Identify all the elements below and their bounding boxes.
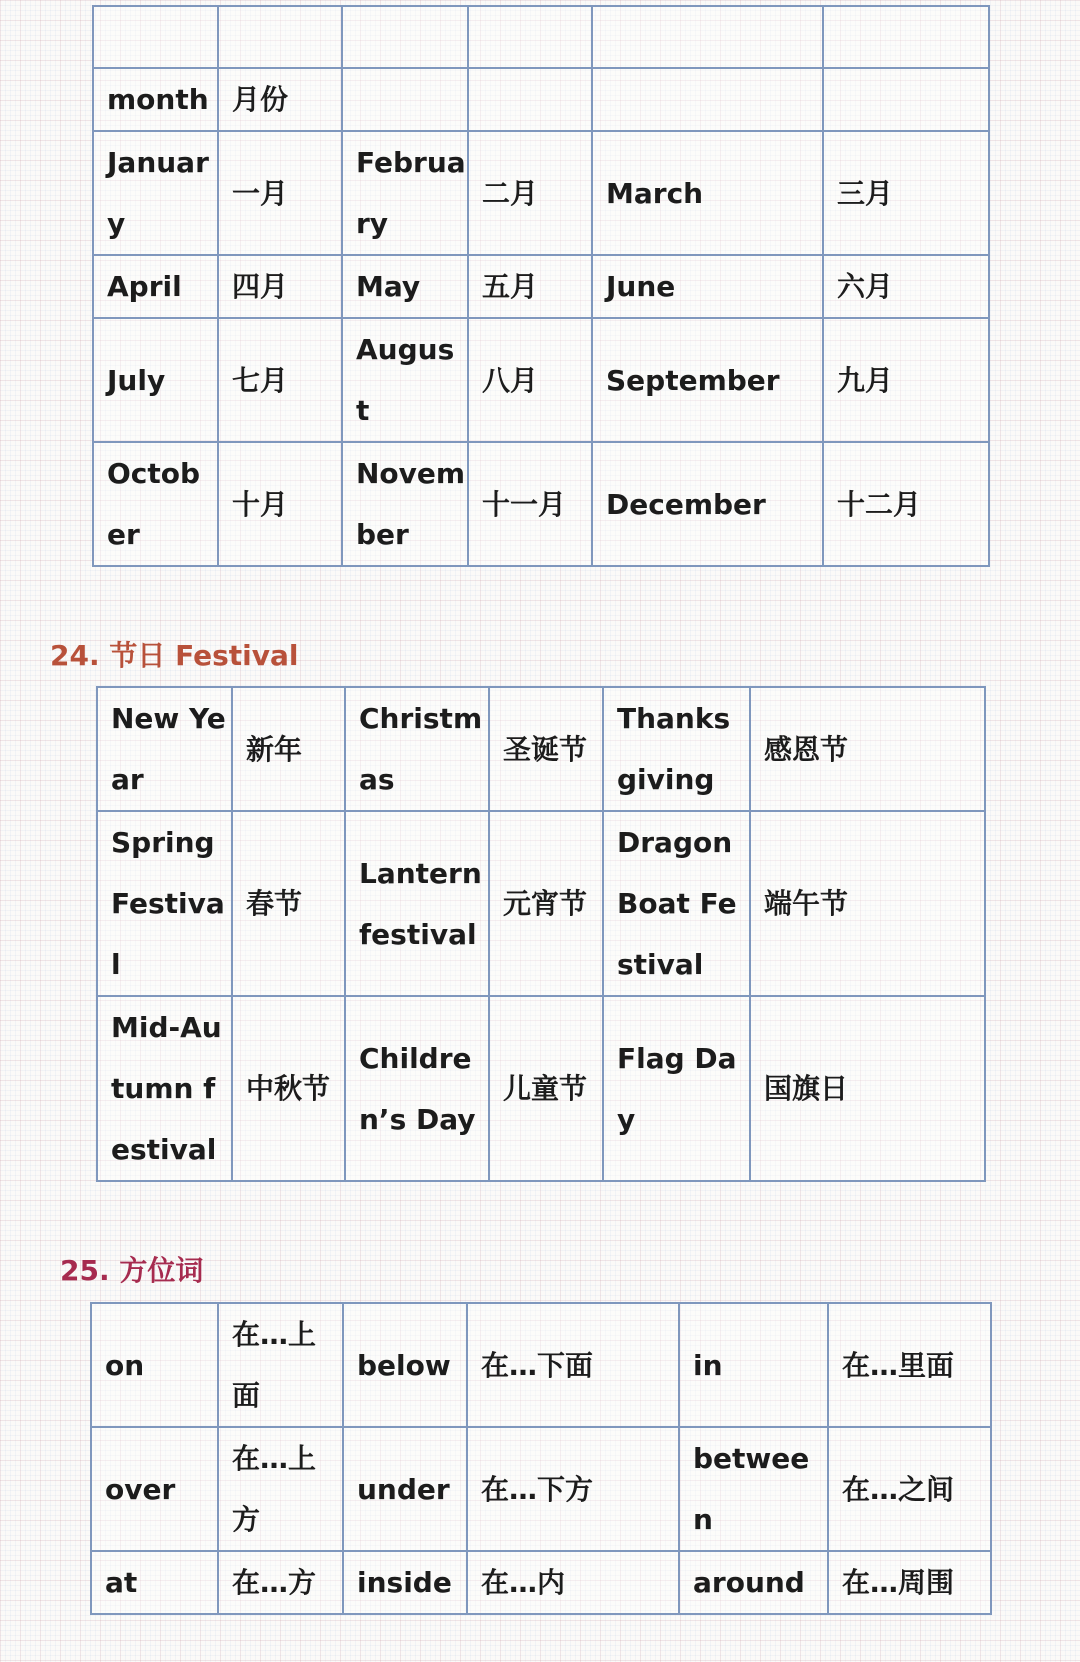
table-cell: Mid-Autumn festival (97, 996, 232, 1181)
table-cell: 四月 (218, 255, 342, 318)
table-cell: April (93, 255, 218, 318)
table-cell: Flag Day (603, 996, 750, 1181)
table-cell: 在…之间 (828, 1427, 991, 1551)
table-cell: 在…下面 (467, 1303, 679, 1427)
table-cell: Dragon Boat Festival (603, 811, 750, 996)
table-cell (823, 68, 989, 131)
table-cell: 中秋节 (232, 996, 345, 1181)
table-cell: 十月 (218, 442, 342, 566)
section-heading-festival: 24. 节日 Festival (50, 639, 299, 672)
table-cell: New Year (97, 687, 232, 811)
table-cell: 六月 (823, 255, 989, 318)
table-cell (468, 6, 592, 68)
table-cell: 在…上方 (218, 1427, 343, 1551)
table-cell: 三月 (823, 131, 989, 255)
table-cell (592, 68, 823, 131)
table-cell: Thanksgiving (603, 687, 750, 811)
section-heading-prepositions: 25. 方位词 (60, 1254, 204, 1287)
table-row (97, 687, 985, 811)
table-cell: 在…下方 (467, 1427, 679, 1551)
table-cell: December (592, 442, 823, 566)
table-cell: 七月 (218, 318, 342, 442)
table-cell: 儿童节 (489, 996, 603, 1181)
table-cell: Spring Festival (97, 811, 232, 996)
table-cell (218, 6, 342, 68)
table-cell (342, 68, 468, 131)
table-cell: January (93, 131, 218, 255)
table-cell: 二月 (468, 131, 592, 255)
table-cell: Christmas (345, 687, 489, 811)
table-cell: around (679, 1551, 828, 1614)
table-cell: 五月 (468, 255, 592, 318)
table-row (93, 318, 989, 442)
table-cell (823, 6, 989, 68)
table-cell: September (592, 318, 823, 442)
table-row (91, 1551, 991, 1614)
table-cell: at (91, 1551, 218, 1614)
table-cell: Children’s Day (345, 996, 489, 1181)
table-cell: May (342, 255, 468, 318)
table-cell: 在…里面 (828, 1303, 991, 1427)
table-cell: month (93, 68, 218, 131)
table-cell: 在…周围 (828, 1551, 991, 1614)
table-row (93, 6, 989, 68)
table-cell: 八月 (468, 318, 592, 442)
table-row (91, 1427, 991, 1551)
table-cell: below (343, 1303, 467, 1427)
table-cell: in (679, 1303, 828, 1427)
table-cell: over (91, 1427, 218, 1551)
table-cell: July (93, 318, 218, 442)
table-cell: 感恩节 (750, 687, 985, 811)
table-row (91, 1303, 991, 1427)
table-cell: 国旗日 (750, 996, 985, 1181)
table-row (93, 131, 989, 255)
table-row (97, 811, 985, 996)
table-row (93, 255, 989, 318)
table-cell: between (679, 1427, 828, 1551)
table-cell: 在…内 (467, 1551, 679, 1614)
table-cell: August (342, 318, 468, 442)
table-cell: 新年 (232, 687, 345, 811)
table-cell: 月份 (218, 68, 342, 131)
table-cell: inside (343, 1551, 467, 1614)
table-cell: on (91, 1303, 218, 1427)
table-cell: 春节 (232, 811, 345, 996)
festival-vocab-table (96, 686, 986, 1182)
table-cell: 端午节 (750, 811, 985, 996)
prepositions-vocab-table (90, 1302, 992, 1615)
table-cell: 一月 (218, 131, 342, 255)
table-cell: 圣诞节 (489, 687, 603, 811)
table-row (93, 442, 989, 566)
table-cell: under (343, 1427, 467, 1551)
table-cell: November (342, 442, 468, 566)
table-cell: 在…方 (218, 1551, 343, 1614)
table-cell: 十一月 (468, 442, 592, 566)
table-cell (342, 6, 468, 68)
table-cell (592, 6, 823, 68)
table-cell: 在…上面 (218, 1303, 343, 1427)
table-cell: 元宵节 (489, 811, 603, 996)
months-vocab-table (92, 5, 990, 567)
table-cell: 十二月 (823, 442, 989, 566)
table-row (93, 68, 989, 131)
table-cell: February (342, 131, 468, 255)
table-cell: October (93, 442, 218, 566)
table-cell: 九月 (823, 318, 989, 442)
table-cell (468, 68, 592, 131)
table-cell: Lantern festival (345, 811, 489, 996)
table-cell: June (592, 255, 823, 318)
table-cell: March (592, 131, 823, 255)
table-row (97, 996, 985, 1181)
table-cell (93, 6, 218, 68)
